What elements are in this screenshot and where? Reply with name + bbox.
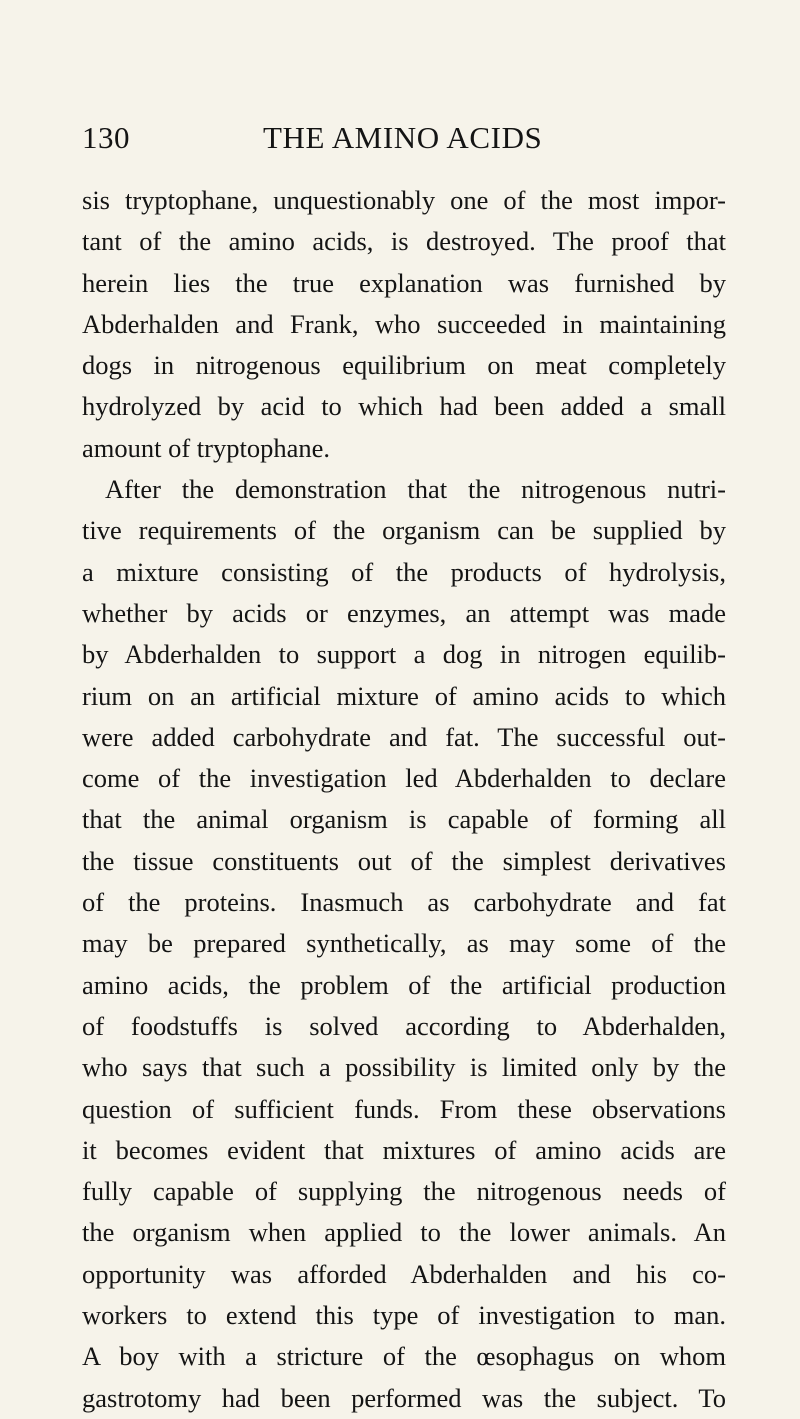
text-line: hydrolyzed by acid to which had been added a small: [82, 391, 726, 422]
text-line: tive requirements of the organism can be supplied by: [82, 515, 726, 546]
text-line: come of the investigation led Abderhalden to declare: [82, 763, 726, 794]
text-line: dogs in nitrogenous equilibrium on meat completely: [82, 350, 726, 381]
text-line: After the demonstration that the nitrogenous nutri-: [105, 474, 726, 505]
page-number: 130: [82, 120, 130, 155]
text-line: gastrotomy had been performed was the subject. To: [82, 1382, 726, 1413]
text-line: the organism when applied to the lower animals. An: [82, 1217, 726, 1248]
text-line: who says that such a possibility is limited only by the: [82, 1052, 726, 1083]
text-line: Abderhalden and Frank, who succeeded in maintaining: [82, 308, 726, 339]
text-line: sis tryptophane, unquestionably one of the most impor-: [82, 185, 726, 215]
text-line: the tissue constituents out of the simplest derivatives: [82, 845, 726, 876]
text-line: a mixture consisting of the products of hydrolysis,: [82, 556, 726, 587]
text-line: amino acids, the problem of the artificial production: [82, 969, 726, 1000]
text-line: herein lies the true explanation was furnished by: [82, 267, 726, 298]
text-line: A boy with a stricture of the œsophagus on whom: [82, 1341, 726, 1372]
text-line: rium on an artificial mixture of amino acids to which: [82, 680, 726, 711]
text-line: by Abderhalden to support a dog in nitrogen equilib-: [82, 639, 726, 670]
text-line: of foodstuffs is solved according to Abderhalden,: [82, 1010, 726, 1041]
text-line: workers to extend this type of investigation to man.: [82, 1300, 726, 1331]
text-line: question of sufficient funds. From these observations: [82, 1093, 726, 1124]
text-line: may be prepared synthetically, as may some of the: [82, 928, 726, 959]
text-line: that the animal organism is capable of forming all: [82, 804, 726, 835]
text-line: tant of the amino acids, is destroyed. The proof that: [82, 226, 726, 257]
text-line: fully capable of supplying the nitrogenous needs of: [82, 1176, 726, 1207]
body-text: [82, 180, 726, 1419]
text-line: amount of tryptophane.: [82, 432, 331, 463]
text-line: whether by acids or enzymes, an attempt was made: [82, 597, 726, 628]
chapter-title: THE AMINO ACIDS: [263, 120, 543, 155]
running-head: [82, 120, 722, 160]
text-line: were added carbohydrate and fat. The successful out-: [82, 721, 726, 752]
text-line: of the proteins. Inasmuch as carbohydrate and fat: [82, 887, 726, 918]
text-line: opportunity was afforded Abderhalden and his co-: [82, 1258, 726, 1289]
text-line: it becomes evident that mixtures of amino acids are: [82, 1134, 726, 1165]
